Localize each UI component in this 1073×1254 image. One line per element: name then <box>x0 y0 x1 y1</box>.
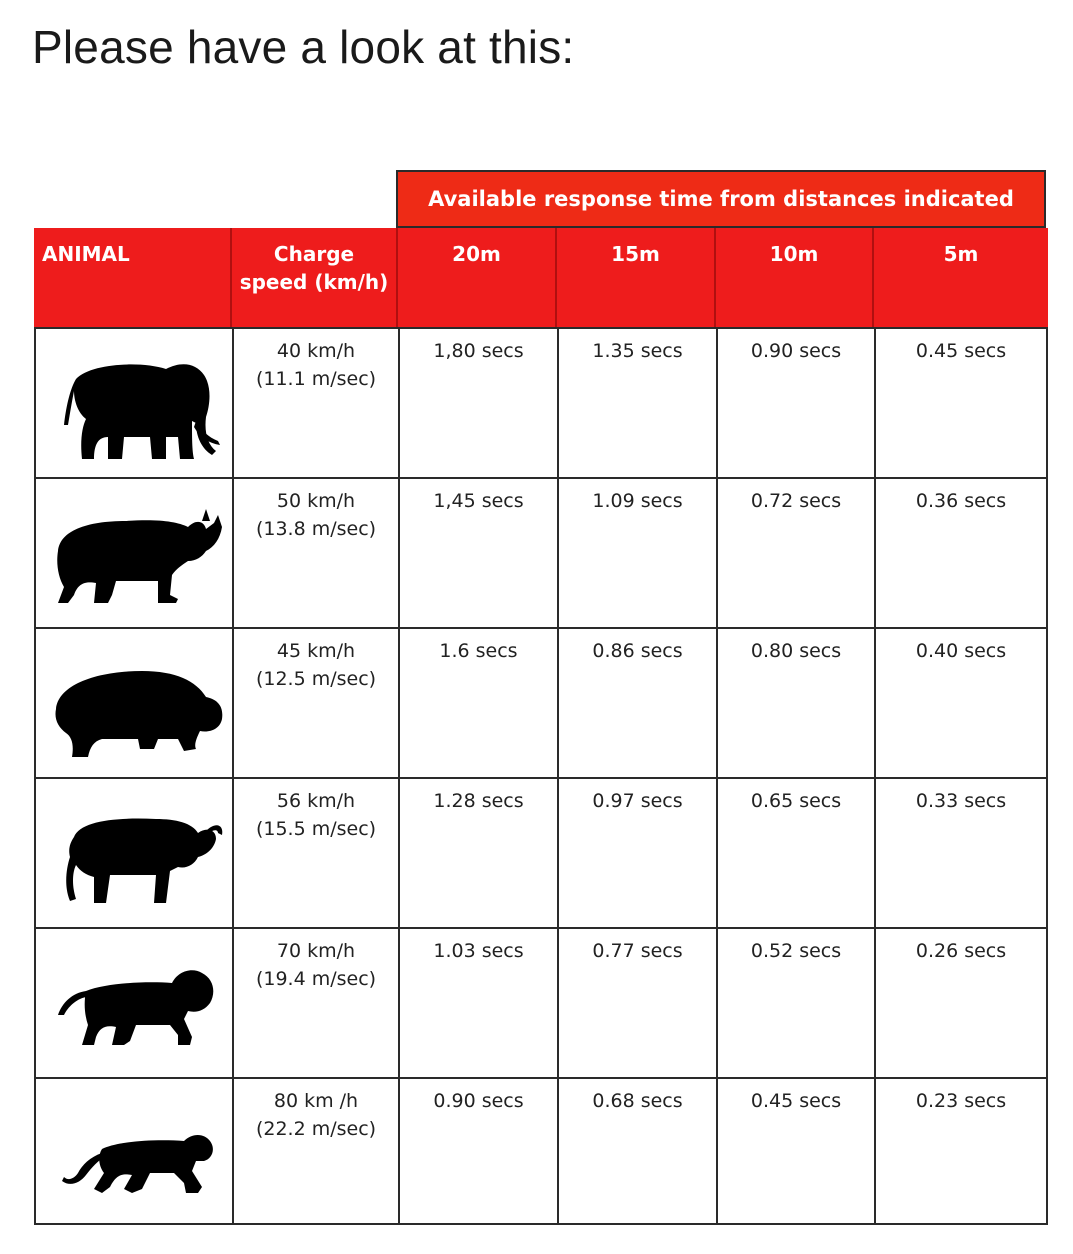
hippo-icon <box>46 641 226 766</box>
time-15m: 1.35 secs <box>559 329 718 477</box>
header-20m: 20m <box>398 228 557 327</box>
elephant-icon <box>46 341 226 466</box>
table-row <box>36 329 1046 479</box>
speed-ms: (12.5 m/sec) <box>255 668 377 690</box>
time-5m: 0.26 secs <box>915 940 1007 962</box>
animal-cell <box>36 929 234 1077</box>
rhino-icon <box>46 491 226 616</box>
time-10m: 0.65 secs <box>718 779 876 927</box>
time-20m: 1,45 secs <box>400 479 559 627</box>
time-20m: 1.28 secs <box>400 779 559 927</box>
time-10m: 0.72 secs <box>718 479 876 627</box>
time-15m: 0.77 secs <box>559 929 718 1077</box>
time-20m: 1.6 secs <box>400 629 559 777</box>
header-animal: ANIMAL <box>34 228 232 327</box>
speed-cell <box>234 629 400 777</box>
post-caption: Please have a look at this: <box>32 21 575 73</box>
time-5m: 0.36 secs <box>915 490 1007 512</box>
speed-ms: (13.8 m/sec) <box>255 518 377 540</box>
leopard-icon <box>46 1091 226 1216</box>
lion-icon <box>46 941 226 1066</box>
header-15m: 15m <box>557 228 716 327</box>
speed-kmh: 40 km/h <box>276 340 356 362</box>
animal-cell <box>36 779 234 927</box>
time-20m: 1.03 secs <box>400 929 559 1077</box>
speed-kmh: 50 km/h <box>276 490 356 512</box>
time-5m: 0.45 secs <box>915 340 1007 362</box>
speed-cell <box>234 479 400 627</box>
time-15m: 0.68 secs <box>559 1079 718 1223</box>
time-10m: 0.80 secs <box>718 629 876 777</box>
time-5m: 0.33 secs <box>915 790 1007 812</box>
table-row <box>36 1079 1046 1223</box>
table-banner: Available response time from distances indicated <box>396 170 1046 228</box>
table-body <box>34 327 1048 1225</box>
speed-cell <box>234 929 400 1077</box>
time-15m: 1.09 secs <box>559 479 718 627</box>
header-speed-line1: Charge <box>273 242 355 266</box>
table-row <box>36 479 1046 629</box>
header-10m: 10m <box>716 228 874 327</box>
table-row <box>36 629 1046 779</box>
table-row <box>36 779 1046 929</box>
speed-kmh: 56 km/h <box>276 790 356 812</box>
buffalo-icon <box>46 791 226 916</box>
time-5m: 0.23 secs <box>915 1090 1007 1112</box>
animal-cell <box>36 1079 234 1223</box>
speed-ms: (22.2 m/sec) <box>255 1118 377 1140</box>
speed-cell <box>234 329 400 477</box>
time-15m: 0.97 secs <box>559 779 718 927</box>
animal-cell <box>36 479 234 627</box>
header-speed-line2: speed (km/h) <box>239 270 389 294</box>
table-row <box>36 929 1046 1079</box>
speed-ms: (19.4 m/sec) <box>255 968 377 990</box>
time-20m: 1,80 secs <box>400 329 559 477</box>
speed-ms: (15.5 m/sec) <box>255 818 377 840</box>
speed-kmh: 70 km/h <box>276 940 356 962</box>
speed-cell <box>234 779 400 927</box>
time-10m: 0.52 secs <box>718 929 876 1077</box>
time-20m: 0.90 secs <box>400 1079 559 1223</box>
time-10m: 0.45 secs <box>718 1079 876 1223</box>
animal-cell <box>36 629 234 777</box>
animal-cell <box>36 329 234 477</box>
time-15m: 0.86 secs <box>559 629 718 777</box>
speed-kmh: 80 km /h <box>273 1090 359 1112</box>
time-5m: 0.40 secs <box>915 640 1007 662</box>
table-header-row <box>34 228 1048 327</box>
speed-cell <box>234 1079 400 1223</box>
speed-ms: (11.1 m/sec) <box>255 368 377 390</box>
time-10m: 0.90 secs <box>718 329 876 477</box>
speed-kmh: 45 km/h <box>276 640 356 662</box>
header-5m: 5m <box>943 242 979 266</box>
header-charge-speed <box>232 228 398 327</box>
